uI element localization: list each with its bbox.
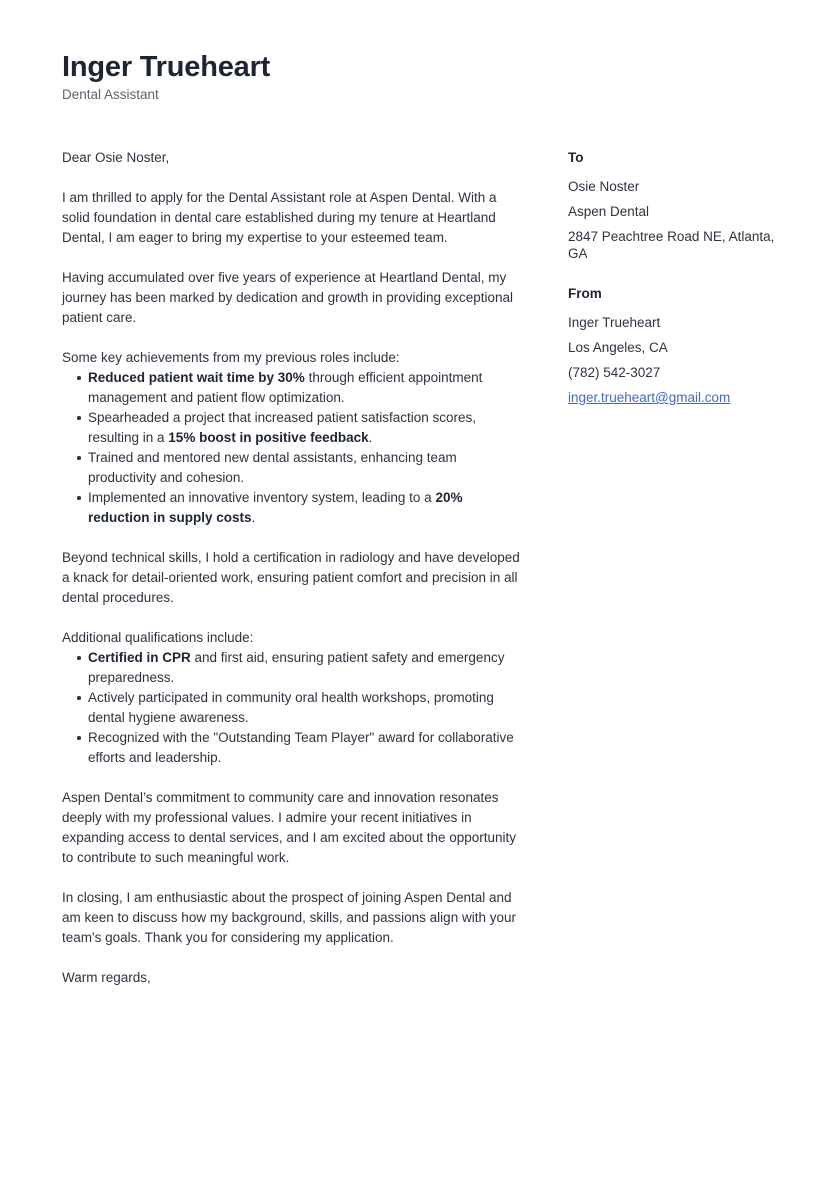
qualification-text: Actively participated in community oral health workshops, promoting dental hygiene awareness. <box>88 690 494 725</box>
recipient-heading: To <box>568 150 584 165</box>
achievement-highlight: 15% boost in positive feedback <box>168 430 369 445</box>
recipient-block <box>568 148 783 262</box>
list-item <box>62 648 524 688</box>
paragraph-2: Having accumulated over five years of experience at Heartland Dental, my journey has been marked by dedication and growth in providing exceptional patient care. <box>62 270 514 325</box>
qualification-text: Recognized with the "Outstanding Team Player" award for collaborative efforts and leadership. <box>88 730 514 765</box>
applicant-job-title: Dental Assistant <box>62 87 159 102</box>
recipient-name: Osie Noster <box>568 179 640 194</box>
achievement-text-end: . <box>251 510 256 525</box>
list-item <box>62 368 524 408</box>
achievement-text: Spearheaded a project that increased patient satisfaction scores, resulting in a <box>88 410 476 445</box>
achievement-text-end: . <box>368 430 373 445</box>
list-item <box>62 448 524 488</box>
sender-name: Inger Trueheart <box>568 315 661 330</box>
achievement-highlight: Reduced patient wait time by 30% <box>88 370 305 385</box>
achievement-text: Trained and mentored new dental assistants, enhancing team productivity and cohesion. <box>88 450 457 485</box>
qualifications-intro: Additional qualifications include: <box>62 630 254 645</box>
letter-meta-column <box>568 148 783 406</box>
paragraph-5: In closing, I am enthusiastic about the prospect of joining Aspen Dental and am keen to discuss how my background, skills, and passions align with your team's goals. Thank you for considering my application. <box>62 890 516 945</box>
sender-email-line <box>568 389 783 406</box>
letter-body <box>62 148 524 1008</box>
sender-phone: (782) 542-3027 <box>568 365 661 380</box>
recipient-address: 2847 Peachtree Road NE, Atlanta, GA <box>568 229 775 261</box>
paragraph-3: Beyond technical skills, I hold a certification in radiology and have developed a knack for detail-oriented work, ensuring patient comfort and precision in all dental procedures. <box>62 550 520 605</box>
sender-heading: From <box>568 286 602 301</box>
paragraph-1: I am thrilled to apply for the Dental Assistant role at Aspen Dental. With a solid foundation in dental care established during my tenure at Heartland Dental, I am eager to bring my expertise to your esteemed team. <box>62 190 497 245</box>
achievement-text: through efficient appointment management and patient flow optimization. <box>88 370 483 405</box>
achievements-intro: Some key achievements from my previous roles include: <box>62 350 400 365</box>
recipient-company: Aspen Dental <box>568 204 650 219</box>
sender-email-link[interactable]: inger.trueheart@gmail.com <box>568 390 731 405</box>
list-item <box>62 688 524 728</box>
letter-header <box>62 50 662 104</box>
applicant-name: Inger Trueheart <box>62 51 271 83</box>
sign-off: Warm regards, <box>62 970 151 985</box>
qualification-text: and first aid, ensuring patient safety and emergency preparedness. <box>88 650 505 685</box>
salutation: Dear Osie Noster, <box>62 150 170 165</box>
achievements-list <box>62 368 524 528</box>
list-item <box>62 728 524 768</box>
sender-location: Los Angeles, CA <box>568 340 668 355</box>
list-item <box>62 408 524 448</box>
paragraph-4: Aspen Dental’s commitment to community care and innovation resonates deeply with my professional values. I admire your recent initiatives in expanding access to dental services, and I am excited about the opportunity to contribute to such meaningful work. <box>62 790 517 865</box>
sender-block <box>568 284 783 406</box>
list-item <box>62 488 524 528</box>
qualifications-list <box>62 648 524 768</box>
achievement-highlight: 20% reduction in supply costs <box>88 490 463 525</box>
achievement-text: Implemented an innovative inventory system, leading to a <box>88 490 436 505</box>
qualification-highlight: Certified in CPR <box>88 650 191 665</box>
